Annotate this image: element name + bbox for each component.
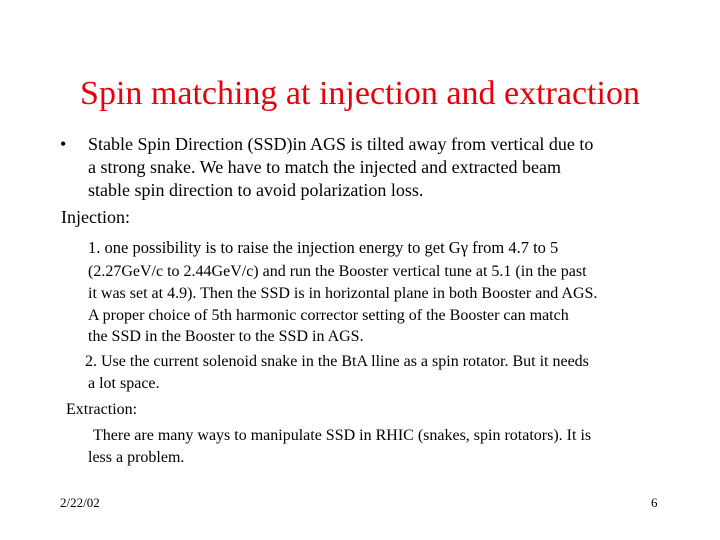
injection-item2-line-1: 2. Use the current solenoid snake in the BtA lline as a spin rotator. But it needs [85,353,589,370]
slide-title: Spin matching at injection and extraction [80,75,640,112]
injection-item1-line-4: A proper choice of 5th harmonic corrector setting of the Booster can match [88,307,569,324]
extraction-line-2: less a problem. [88,449,185,466]
injection-item1-line-3: it was set at 4.9). Then the SSD is in horizontal plane in both Booster and AGS. [88,285,598,302]
extraction-line-1: There are many ways to manipulate SSD in RHIC (snakes, spin rotators). It is [93,427,592,444]
injection-item2-line-2: a lot space. [88,375,160,392]
extraction-heading: Extraction: [66,401,138,418]
bullet-line-1: Stable Spin Direction (SSD)in AGS is tilted away from vertical due to [88,134,594,154]
bullet-line-3: stable spin direction to avoid polarization loss. [88,180,424,200]
bullet-marker: • [60,134,67,154]
footer-date: 2/22/02 [60,495,100,510]
injection-item1-line-5: the SSD in the Booster to the SSD in AGS. [88,328,364,345]
page-number: 6 [651,495,658,510]
bullet-line-2: a strong snake. We have to match the injected and extracted beam [88,157,562,177]
injection-item1-line-1: 1. one possibility is to raise the injection energy to get Gγ from 4.7 to 5 [88,238,559,257]
injection-heading: Injection: [61,207,130,227]
injection-item1-line-2: (2.27GeV/c to 2.44GeV/c) and run the Booster vertical tune at 5.1 (in the past [88,263,587,280]
